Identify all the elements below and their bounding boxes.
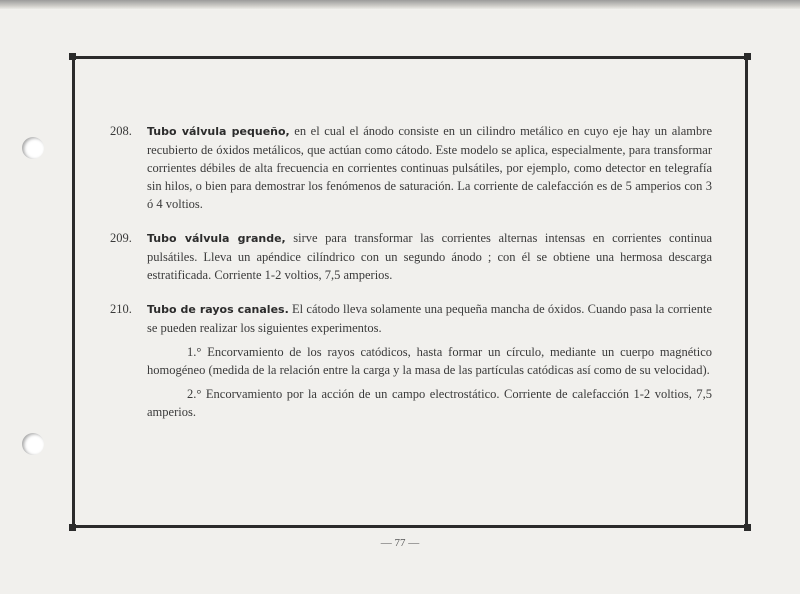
entry-title: Tubo válvula grande, (147, 232, 286, 245)
border-corner (744, 53, 751, 60)
experiment-item-1: 1.° Encorvamiento de los rayos catódicos, hasta formar un círculo, mediante un cuerpo magnético homogéneo (medida de la relación entre la carga y la masa de las partículas catódicas así como de su velocidad). (147, 345, 712, 377)
entry-text: en el cual el ánodo consiste en un cilindro metálico en cuyo eje hay un alambre recubierto de óxidos metálicos, que actúan como cátodo. Este modelo se aplica, especialmente, para transformar corrientes débiles de alta frecuencia en corrientes continuas pulsátiles, por ejemplo, como detector en telegrafía sin hilos, o bien para demostrar los fenómenos de saturación. La corriente de calefacción es de 5 amperios con 3 ó 4 voltios. (147, 124, 712, 211)
entry-title: Tubo de rayos canales. (147, 303, 289, 316)
entry-number: 209. (110, 231, 132, 245)
border-bottom-rule (72, 525, 748, 528)
experiment-item-2: 2.° Encorvamiento por la acción de un campo electrostático. Corriente de calefacción 1-2 voltios, 7,5 amperios. (147, 387, 712, 419)
border-corner (69, 524, 76, 531)
border-corner (744, 524, 751, 531)
entry-text: El cátodo lleva solamente una pequeña mancha de óxidos. Cuando pasa la corriente se pueden realizar los siguientes experimentos. (147, 302, 712, 335)
border-top-rule (72, 56, 748, 59)
punch-hole (22, 433, 44, 455)
entry-number: 208. (110, 124, 132, 138)
punch-hole (22, 137, 44, 159)
entry-number: 210. (110, 302, 132, 316)
page-top-shadow (0, 0, 800, 9)
border-left-rule (72, 56, 75, 528)
catalog-entry-209 (110, 229, 712, 284)
border-right-rule (745, 56, 748, 528)
entry-title: Tubo válvula pequeño, (147, 125, 290, 138)
border-corner (69, 53, 76, 60)
catalog-entry-210 (110, 300, 712, 421)
catalog-entry-208 (110, 122, 712, 213)
entry-text: sirve para transformar las corrientes alternas intensas en corrientes continua pulsátiles. Lleva un apéndice cilíndrico con un segundo ánodo ; con él se obtiene una hermosa descarga estratificada. Corriente 1-2 voltios, 7,5 amperios. (147, 231, 712, 282)
page-number: — 77 — (380, 537, 420, 549)
catalog-text (110, 122, 712, 437)
